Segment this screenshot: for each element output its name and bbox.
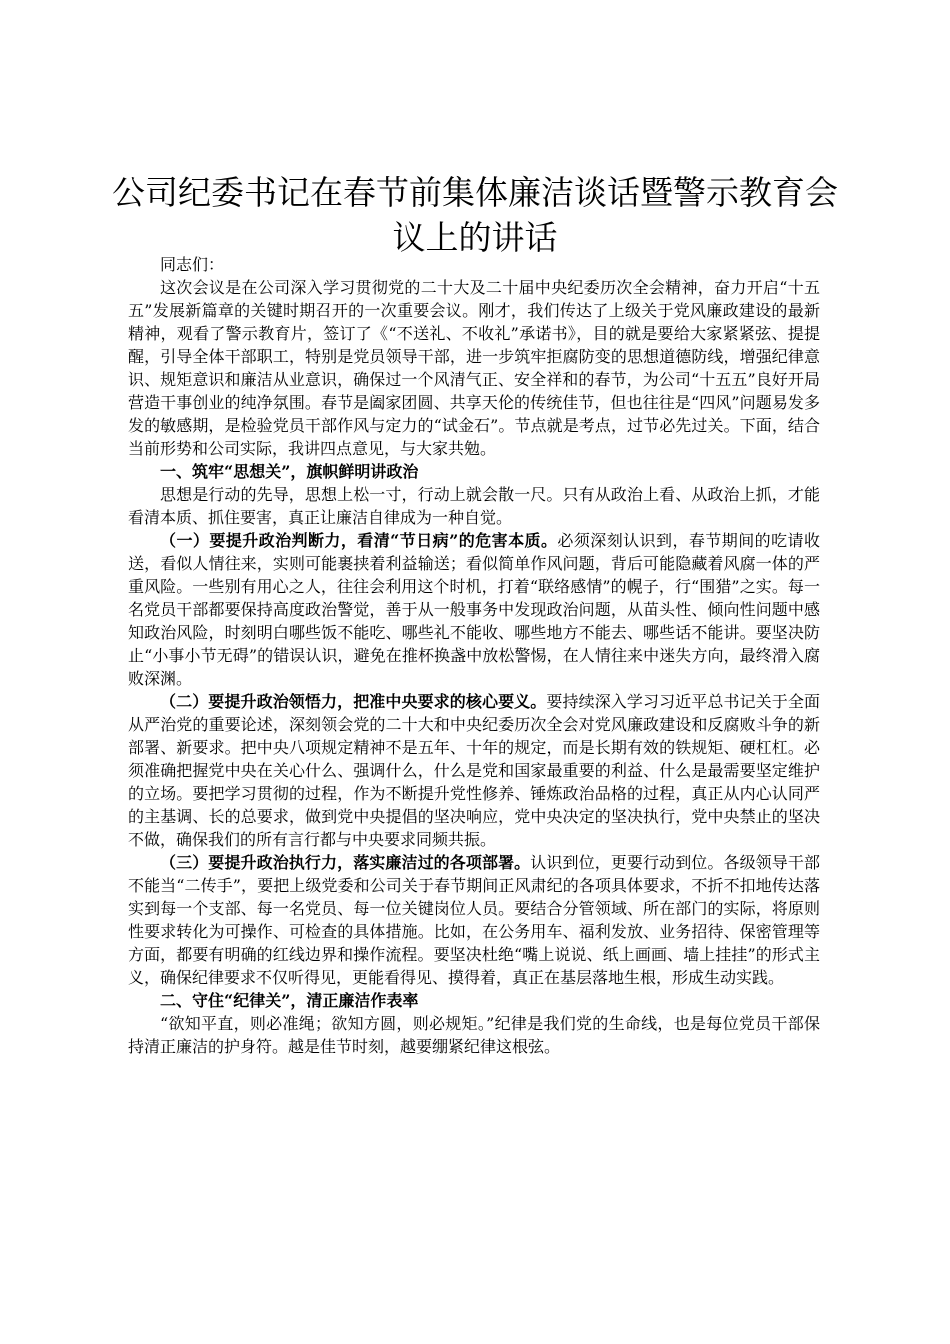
section1-item1-lead: （一）要提升政治判断力，看清“节日病”的危害本质。 [160, 531, 558, 550]
section2-heading: 二、守住“纪律关”，清正廉洁作表率 [160, 991, 419, 1010]
section2-paragraph: “欲知平直，则必准绳；欲知方圆，则必规矩。”纪律是我们党的生命线，也是每位党员干部保持清正廉洁的护身符。越是佳节时刻，越要绷紧纪律这根弦。 [128, 1014, 820, 1056]
section1-item2-text: 要持续深入学习习近平总书记关于全面从严治党的重要论述，深刻领会党的二十大和中央纪委历次全会对党风廉政建设和反腐败斗争的新部署、新要求。把中央八项规定精神不是五年、十年的规定，而是长期有效的铁规矩、硬杠杠。必须准确把握党中央在关心什么、强调什么，什么是党和国家最重要的利益、什么是最需要坚定维护的立场。要把学习贯彻的过程，作为不断提升党性修养、锤炼政治品格的过程，真正从内心认同严的主基调、长的总要求，做到党中央提倡的坚决响应，党中央决定的坚决执行，党中央禁止的坚决不做，确保我们的所有言行都与中央要求同频共振。 [128, 692, 820, 849]
section1-heading: 一、筑牢“思想关”，旗帜鲜明讲政治 [160, 462, 419, 481]
section1-item3 [128, 851, 820, 989]
section1-item1-text: 必须深刻认识到，春节期间的吃请收送，看似人情往来，实则可能裹挟着利益输送；看似简单作风问题，背后可能隐藏着风腐一体的严重风险。一些别有用心之人，往往会利用这个时机，打着“联络感情”的幌子，行“围猎”之实。每一名党员干部都要保持高度政治警觉，善于从一般事务中发现政治问题，从苗头性、倾向性问题中感知政治风险，时刻明白哪些饭不能吃、哪些礼不能收、哪些地方不能去、哪些话不能讲。要坚决防止“小事小节无碍”的错误认识，避免在推杯换盏中放松警惕，在人情往来中迷失方向，最终滑入腐败深渊。 [128, 531, 820, 688]
section1-item2 [128, 690, 820, 851]
section1-paragraph: 思想是行动的先导，思想上松一寸，行动上就会散一尺。只有从政治上看、从政治上抓，才能看清本质、抓住要害，真正让廉洁自律成为一种自觉。 [128, 485, 820, 527]
intro-paragraph: 这次会议是在公司深入学习贯彻党的二十大及二十届中央纪委历次全会精神，奋力开启“十五五”发展新篇章的关键时期召开的一次重要会议。刚才，我们传达了上级关于党风廉政建设的最新精神，观看了警示教育片，签订了《“不送礼、不收礼”承诺书》，目的就是要给大家紧紧弦、提提醒，引导全体干部职工，特别是党员领导干部，进一步筑牢拒腐防变的思想道德防线，增强纪律意识、规矩意识和廉洁从业意识，确保过一个风清气正、安全祥和的春节，为公司“十五五”良好开局营造干事创业的纯净氛围。春节是阖家团圆、共享天伦的传统佳节，但也往往是“四风”问题易发多发的敏感期，是检验党员干部作风与定力的“试金石”。节点就是考点，过节必先过关。下面，结合当前形势和公司实际，我讲四点意见，与大家共勉。 [128, 278, 820, 458]
section1-item1 [128, 529, 820, 690]
section1-item3-lead: （三）要提升政治执行力，落实廉洁过的各项部署。 [160, 853, 531, 872]
section1-item2-lead: （二）要提升政治领悟力，把准中央要求的核心要义。 [160, 692, 547, 711]
document-body [128, 253, 820, 1058]
document-title: 公司纪委书记在春节前集体廉洁谈话暨警示教育会议上的讲话 [112, 173, 838, 257]
section1-item3-text: 认识到位，更要行动到位。各级领导干部不能当“二传手”，要把上级党委和公司关于春节期间正风肃纪的各项具体要求，不折不扣地传达落实到每一个支部、每一名党员、每一位关键岗位人员。要结合分管领域、所在部门的实际，将原则性要求转化为可操作、可检查的具体措施。比如，在公务用车、福利发放、业务招待、保密管理等方面，都要有明确的红线边界和操作流程。要坚决杜绝“嘴上说说、纸上画画、墙上挂挂”的形式主义，确保纪律要求不仅听得见，更能看得见、摸得着，真正在基层落地生根，形成生动实践。 [128, 853, 820, 987]
salutation: 同志们： [160, 255, 225, 274]
